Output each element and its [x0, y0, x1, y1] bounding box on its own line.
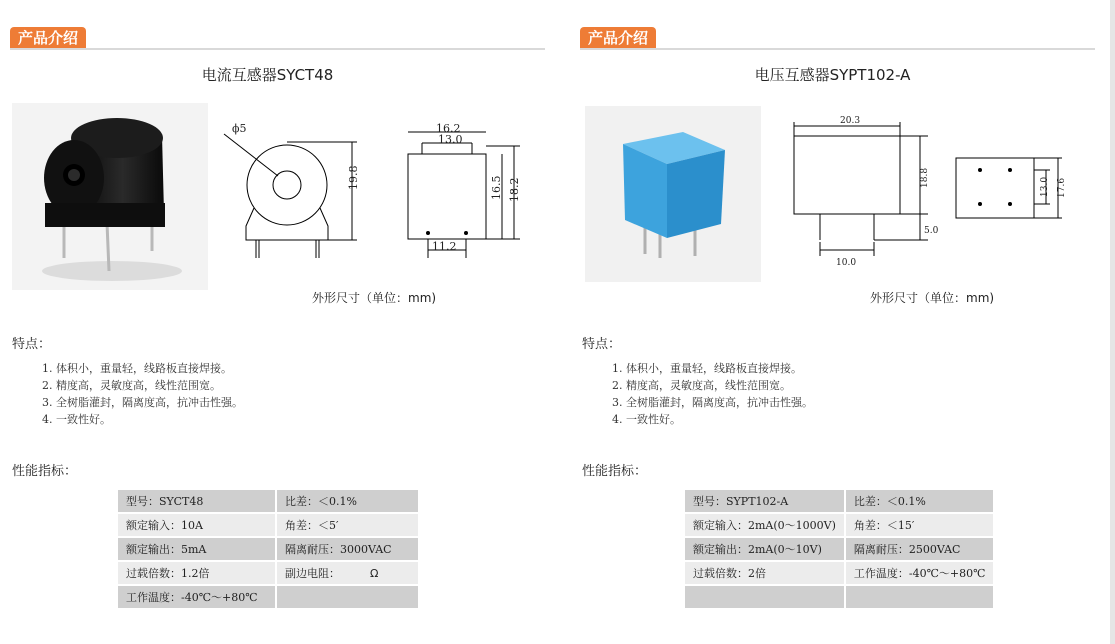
product-photo-sypt102 — [585, 106, 761, 282]
table-cell: 型号：SYPT102-A — [685, 490, 844, 512]
table-cell: 比差：＜0.1% — [846, 490, 994, 512]
table-row — [685, 562, 993, 584]
table-row — [118, 586, 418, 608]
dim-height-label: 19.8 — [347, 165, 360, 190]
dim-diameter-label: ϕ5 — [232, 122, 247, 135]
table-cell — [846, 586, 994, 608]
table-cell — [277, 586, 418, 608]
table-row — [118, 490, 418, 512]
table-row — [685, 586, 993, 608]
dim-side-inner-label: 13.0 — [1040, 176, 1050, 197]
features-list — [42, 360, 243, 428]
product-title: 电压互感器SYPT102-A — [754, 66, 911, 84]
product-panel-syct48 — [0, 0, 557, 644]
dim-pin-label: 5.0 — [924, 226, 939, 236]
table-cell: 型号：SYCT48 — [118, 490, 275, 512]
table-cell: 额定输出：5mA — [118, 538, 275, 560]
product-title: 电流互感器SYCT48 — [201, 66, 334, 84]
table-row — [118, 562, 418, 584]
feature-item: 2. 精度高，灵敏度高，线性范围宽。 — [42, 379, 221, 392]
table-cell: 角差：＜15′ — [846, 514, 994, 536]
dim-width-label: 20.3 — [840, 116, 861, 126]
features-heading: 特点： — [582, 337, 622, 352]
feature-item: 4. 一致性好。 — [612, 413, 681, 426]
dim-side-outer-label: 17.6 — [1057, 177, 1067, 198]
dim-top-inner-label: 13.0 — [438, 133, 463, 146]
product-photo-syct48 — [12, 103, 208, 290]
dimension-caption: 外形尺寸（单位：mm) — [870, 291, 995, 305]
spec-heading: 性能指标： — [12, 464, 78, 479]
section-tag: 产品介绍 — [580, 27, 656, 50]
table-cell: 额定输入：10A — [118, 514, 275, 536]
table-cell — [685, 586, 844, 608]
features-heading: 特点： — [12, 337, 52, 352]
dim-side-inner-label: 16.5 — [490, 175, 503, 200]
table-cell: 额定输出：2mA(0～10V) — [685, 538, 844, 560]
front-dimension-drawing — [786, 118, 946, 268]
table-row — [685, 538, 993, 560]
page-edge-bar — [1110, 0, 1115, 644]
dim-pitch-label: 10.0 — [836, 258, 857, 268]
table-cell: 比差：＜0.1% — [277, 490, 418, 512]
table-cell: 工作温度：-40℃～+80℃ — [118, 586, 275, 608]
feature-item: 3. 全树脂灌封，隔离度高，抗冲击性强。 — [42, 396, 243, 409]
divider — [580, 48, 1095, 50]
table-row — [685, 490, 993, 512]
dim-height-label: 18.8 — [920, 167, 930, 188]
spec-heading: 性能指标： — [582, 464, 648, 479]
table-cell: 角差：＜5′ — [277, 514, 418, 536]
spec-table — [116, 488, 420, 610]
table-cell: 工作温度：-40℃～+80℃ — [846, 562, 994, 584]
front-dimension-drawing — [220, 118, 370, 263]
feature-item: 1. 体积小，重量轻，线路板直接焊接。 — [42, 362, 232, 375]
feature-item: 3. 全树脂灌封，隔离度高，抗冲击性强。 — [612, 396, 813, 409]
table-cell: 过载倍数：2倍 — [685, 562, 844, 584]
dimension-caption: 外形尺寸（单位：mm) — [312, 291, 437, 305]
table-row — [118, 538, 418, 560]
section-tag: 产品介绍 — [10, 27, 86, 50]
feature-item: 4. 一致性好。 — [42, 413, 111, 426]
dim-bottom-label: 11.2 — [432, 240, 457, 253]
feature-item: 2. 精度高，灵敏度高，线性范围宽。 — [612, 379, 791, 392]
table-cell: 隔离耐压：2500VAC — [846, 538, 994, 560]
table-cell: 过载倍数：1.2倍 — [118, 562, 275, 584]
features-list — [612, 360, 813, 428]
product-panel-sypt102 — [570, 0, 1115, 644]
feature-item: 1. 体积小，重量轻，线路板直接焊接。 — [612, 362, 802, 375]
divider — [10, 48, 545, 50]
table-cell — [277, 562, 418, 584]
table-cell: 隔离耐压：3000VAC — [277, 538, 418, 560]
table-row — [118, 514, 418, 536]
ohm-symbol: Ω — [370, 567, 379, 580]
dim-top-outer-label: 16.2 — [436, 122, 461, 135]
dim-side-outer-label: 18.2 — [508, 177, 521, 202]
table-cell: 额定输入：2mA(0～1000V) — [685, 514, 844, 536]
spec-table — [683, 488, 995, 610]
table-cell-label: 副边电阻： — [285, 567, 340, 580]
table-row — [685, 514, 993, 536]
